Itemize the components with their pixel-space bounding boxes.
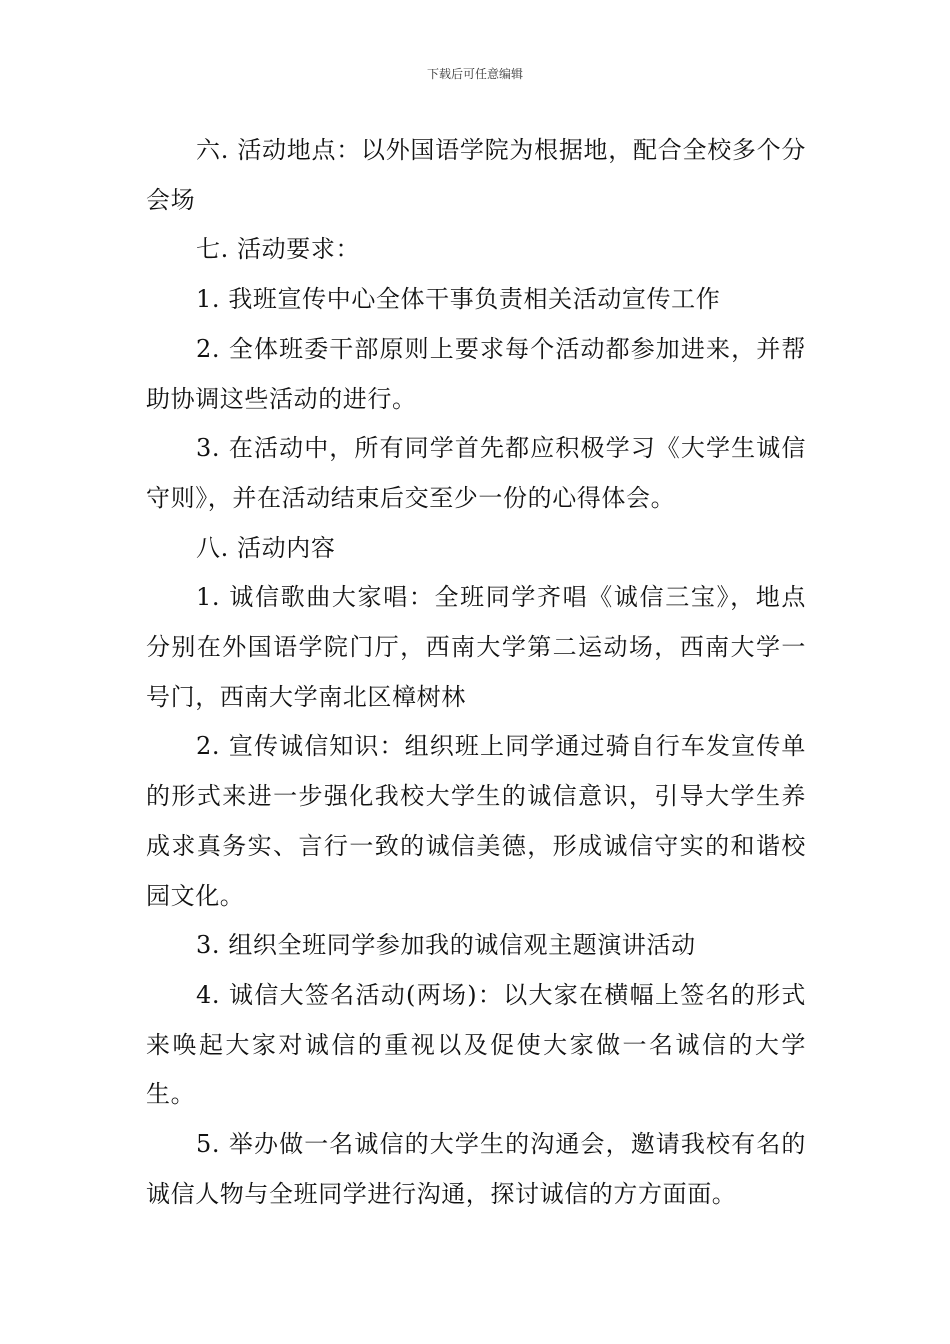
paragraph-content-1: 1. 诚信歌曲大家唱：全班同学齐唱《诚信三宝》，地点分别在外国语学院门厅，西南大学第二运动场，西南大学一号门，西南大学南北区樟树林	[146, 583, 806, 711]
paragraph-requirement-1: 1. 我班宣传中心全体干事负责相关活动宣传工作	[196, 285, 721, 314]
paragraph-content-4: 4. 诚信大签名活动(两场)：以大家在横幅上签名的形式来唤起大家对诚信的重视以及促使大家做一名诚信的大学生。	[146, 980, 806, 1109]
paragraph-content-2: 2. 宣传诚信知识：组织班上同学通过骑自行车发宣传单的形式来进一步强化我校大学生的诚信意识，引导大学生养成求真务实、言行一致的诚信美德，形成诚信守实的和谐校园文化。	[146, 732, 806, 910]
paragraph-location: 六. 活动地点：以外国语学院为根据地，配合全校多个分会场	[146, 136, 806, 214]
paragraph-requirements-heading: 七. 活动要求：	[196, 235, 361, 264]
page-header-note: 下载后可任意编辑	[426, 67, 523, 81]
paragraph-content-heading: 八. 活动内容	[196, 533, 336, 562]
paragraph-content-3: 3. 组织全班同学参加我的诚信观主题演讲活动	[196, 931, 696, 960]
paragraph-content-5: 5. 举办做一名诚信的大学生的沟通会，邀请我校有名的诚信人物与全班同学进行沟通，探讨诚信的方方面面。	[146, 1130, 806, 1208]
paragraph-requirement-2: 2. 全体班委干部原则上要求每个活动都参加进来，并帮助协调这些活动的进行。	[146, 334, 806, 413]
paragraph-requirement-3: 3. 在活动中，所有同学首先都应积极学习《大学生诚信守则》，并在活动结束后交至少一份的心得体会。	[146, 434, 806, 512]
document-body	[146, 126, 806, 1219]
